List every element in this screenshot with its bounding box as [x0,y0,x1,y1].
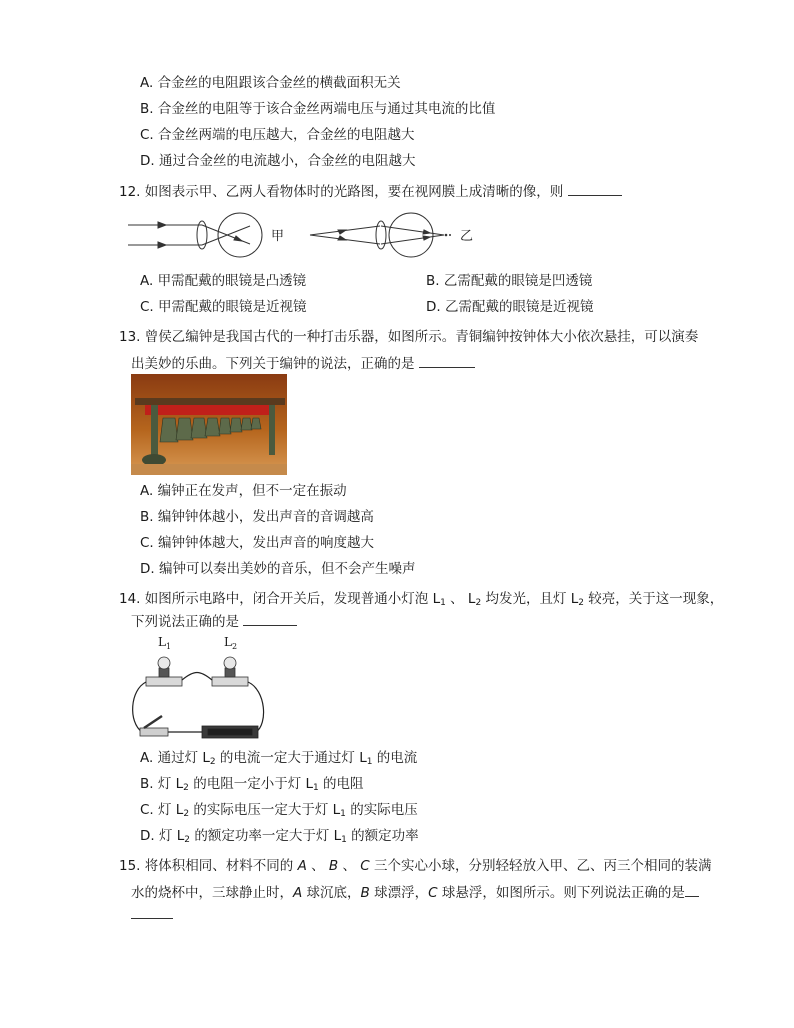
q14-stem-part: 、 L [445,591,476,607]
q15-var: B [328,858,339,874]
lamp-2 [212,657,248,686]
option-text: 的电流一定大于通过灯 L [215,750,367,766]
q14-stem-part: 均发光，且灯 L [481,591,579,607]
option-text: 的实际电压一定大于灯 L [189,802,341,818]
wire-left [133,682,146,732]
q11-option-d: D. 通过合金丝的电流越小，合金丝的电阻越大 [140,153,416,169]
q14-answer-blank [243,611,297,626]
bell-3 [191,418,207,438]
option-text: 的实际电压 [345,802,418,818]
red-banner [145,405,273,415]
eyeball-left [218,213,262,257]
q15-var: C [360,858,370,874]
q12-eye-diagram [128,208,488,264]
label-l1: $L_1$ [158,635,172,651]
q11-option-b: B. 合金丝的电阻等于该合金丝两端电压与通过其电流的比值 [140,101,496,117]
q13-bells-photo [131,374,287,475]
q12-option-d: D. 乙需配戴的眼镜是近视镜 [426,299,594,315]
q14-option-c [140,800,418,824]
battery-cell [208,729,252,735]
option-text: 的额定功率 [346,828,419,844]
q11-option-a: A. 合金丝的电阻跟该合金丝的横截面积无关 [140,75,401,91]
option-text: C. 灯 L [140,802,184,818]
arrow-right-1 [338,230,346,234]
option-sub: 2 [184,835,191,845]
lamp-1-base [146,677,182,686]
arrow-left-1 [158,222,166,228]
lamp-2-bulb [224,657,236,669]
bell-8 [251,418,261,429]
bell-5 [219,418,231,434]
switch [140,716,168,736]
option-sub: 1 [366,757,373,767]
option-sub: 2 [209,757,216,767]
q14-stem-line1 [119,589,723,613]
q15-text: 、 [338,858,361,874]
q13-number: 13. [119,329,141,345]
eyeball-right [389,213,433,257]
arrow-right-2 [338,236,346,240]
floor [131,464,287,475]
option-sub: 2 [183,809,190,819]
arrow-right-3 [423,230,430,234]
q15-text: 水的烧杯中，三球静止时， [131,885,293,901]
q13-option-c: C. 编钟钟体越大，发出声音的响度越大 [140,535,375,551]
q13-stem-line2 [131,353,475,374]
wire-right [248,682,264,732]
bell-6 [230,418,242,432]
option-sub: 1 [313,783,319,793]
eye-right [310,213,444,257]
q15-answer-blank-part1 [685,882,699,897]
q12-option-c: C. 甲需配戴的眼镜是近视镜 [140,299,307,315]
bell-1 [160,418,178,442]
option-text: 的额定功率一定大于灯 L [190,828,342,844]
option-text: B. 灯 L [140,776,184,792]
q14-option-b [140,774,364,798]
ray-right-4 [381,235,444,244]
lens-right [376,221,386,249]
q14-stem-line2 [131,611,297,632]
option-text: 的电阻 [318,776,364,792]
rack-top-beam [135,398,285,405]
q12-option-a: A. 甲需配戴的眼镜是凸透镜 [140,273,307,289]
q14-stem-sub: 2 [475,598,482,608]
q12-answer-blank [568,181,622,196]
rack-post-right [269,405,275,455]
switch-lever [144,716,162,728]
bell-2 [176,418,193,440]
label-l2: $L_2$ [224,635,238,651]
q14-stem-sub: 1 [440,598,446,608]
q13-answer-blank [419,353,475,368]
q14-option-d [140,826,419,850]
q12-label-yi: 乙 [460,229,474,244]
q15-text: 球漂浮， [369,885,429,901]
q13-stem-text-2: 出美妙的乐曲。下列关于编钟的说法，正确的是 [131,356,415,372]
bell-4 [205,418,220,436]
ray-left-4 [202,226,250,245]
q12-option-b: B. 乙需配戴的眼镜是凹透镜 [426,273,593,289]
q14-stem-part: 较亮，关于这一现象， [584,591,724,607]
option-text: D. 灯 L [140,828,185,844]
q14-stem-text-2: 下列说法正确的是 [131,614,239,630]
q14-stem-sub: 2 [578,598,585,608]
option-text: A. 通过灯 L [140,750,210,766]
focal-dot-2 [449,234,451,236]
option-text: 的电流 [372,750,418,766]
lamp-1 [146,657,182,686]
q15-text: 将体积相同、材料不同的 [144,858,298,874]
lamp-2-base [212,677,248,686]
option-text: 的电阻一定小于灯 L [188,776,314,792]
q15-text: 球沉底， [302,885,361,901]
q13-stem-line1 [119,327,698,347]
arrow-left-2 [158,242,166,248]
q13-stem-text-1: 曾侯乙编钟是我国古代的一种打击乐器，如图所示。青铜编钟按钟体大小依次悬挂，可以演奏 [144,329,699,345]
q14-circuit-diagram [128,632,270,742]
q15-number: 15. [119,858,141,874]
q15-var: B [360,885,370,901]
focal-dot-1 [445,234,448,237]
arrow-left-3 [234,236,242,241]
q15-stem-line1 [119,856,712,876]
q14-option-a [140,748,417,772]
switch-base [140,728,168,736]
q15-answer-blank-part2 [131,906,173,919]
q14-stem-part: 如图所示电路中，闭合开关后，发现普通小灯泡 L [144,591,441,607]
battery-pack [202,726,258,738]
q12-stem-text: 如图表示甲、乙两人看物体时的光路图，要在视网膜上成清晰的像，则 [144,184,564,200]
option-sub: 2 [183,783,189,793]
arrow-right-4 [423,236,430,240]
q15-text: 三个实心小球，分别轻轻放入甲、乙、丙三个相同的装满 [369,858,712,874]
q15-stem-line2 [131,882,699,903]
q15-var: C [428,885,438,901]
q15-text: 球悬浮，如图所示。则下列说法正确的是 [437,885,685,901]
option-sub: 1 [340,809,346,819]
q14-number: 14. [119,591,141,607]
q12-stem [119,181,622,202]
rack-post-left [151,405,158,455]
option-sub: 1 [341,835,347,845]
q12-label-jia: 甲 [271,229,285,244]
ray-right-3 [381,226,444,235]
wire-lamp1-lamp2 [182,673,212,681]
q13-option-d: D. 编钟可以奏出美妙的音乐，但不会产生噪声 [140,561,416,577]
q15-var: A [293,885,303,901]
q13-option-b: B. 编钟钟体越小，发出声音的音调越高 [140,509,374,525]
q13-option-a: A. 编钟正在发声，但不一定在振动 [140,483,347,499]
q12-number: 12. [119,184,141,200]
lamp-1-bulb [158,657,170,669]
q11-option-c: C. 合金丝两端的电压越大，合金丝的电阻越大 [140,127,415,143]
q15-text: 、 [306,858,329,874]
eye-left [128,213,262,257]
bell-7 [241,418,252,430]
q15-var: A [297,858,307,874]
